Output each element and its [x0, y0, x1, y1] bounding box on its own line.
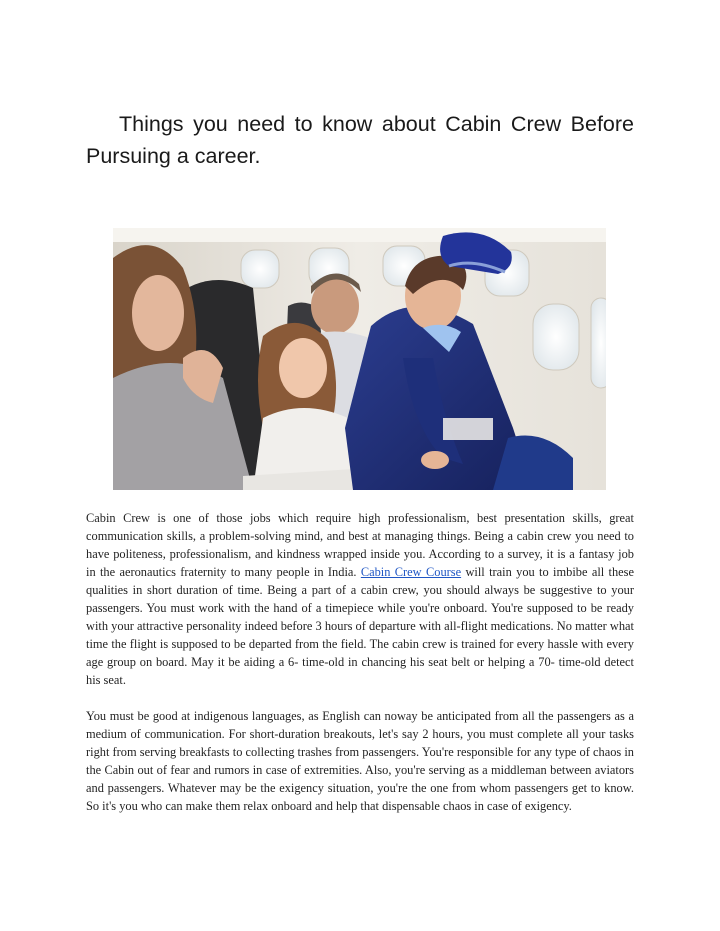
paragraph-1 — [86, 509, 634, 689]
cabin-crew-photo — [113, 228, 606, 490]
paragraph-1-text: Cabin Crew is one of those jobs which require high professionalism, best presentation skills, great communication skills, a problem-solving mind, and best at managing things. Being a cabin crew you need to have politeness, professionalism, and kindness wrapped inside you. According to a survey, it is a fantasy job in the aeronautics fraternity to many people in India. — [86, 511, 634, 579]
paragraph-1-text-continued: will train you to imbibe all these qualities in short duration of time. Being a part of a cabin crew, you should always be suggestive to your passengers. You must work with the hand of a timepiece while you're onboard. You're supposed to be ready with your attractive personality indeed before 3 hours of departure with all-flight medications. No matter what time the flight is supposed to be departed from the field. The cabin crew is trained for every hassle with every age group on board. May it be aiding a 6- time-old in chancing his seat belt or helping a 70- time-old detect his seat. — [86, 565, 635, 687]
document-body — [86, 509, 634, 833]
cabin-crew-course-link[interactable]: Cabin Crew Course — [360, 565, 462, 579]
document-title: Things you need to know about Cabin Crew Before Pursuing a career. — [86, 112, 634, 168]
paragraph-2: You must be good at indigenous languages, as English can noway be anticipated from all the passengers as a medium of communication. For short-duration breakouts, let's say 2 hours, you must complete all your tasks right from serving breakfasts to collecting trashes from passengers. You're responsible for any type of chaos in the Cabin out of fear and rumors in case of extremities. Also, you're serving as a middleman between aviators and passengers. Whatever may be the exigency situation, you're the one from whom passengers get to know. So it's you who can make them relax onboard and help that dispensable chaos in case of exigency. — [86, 709, 634, 813]
